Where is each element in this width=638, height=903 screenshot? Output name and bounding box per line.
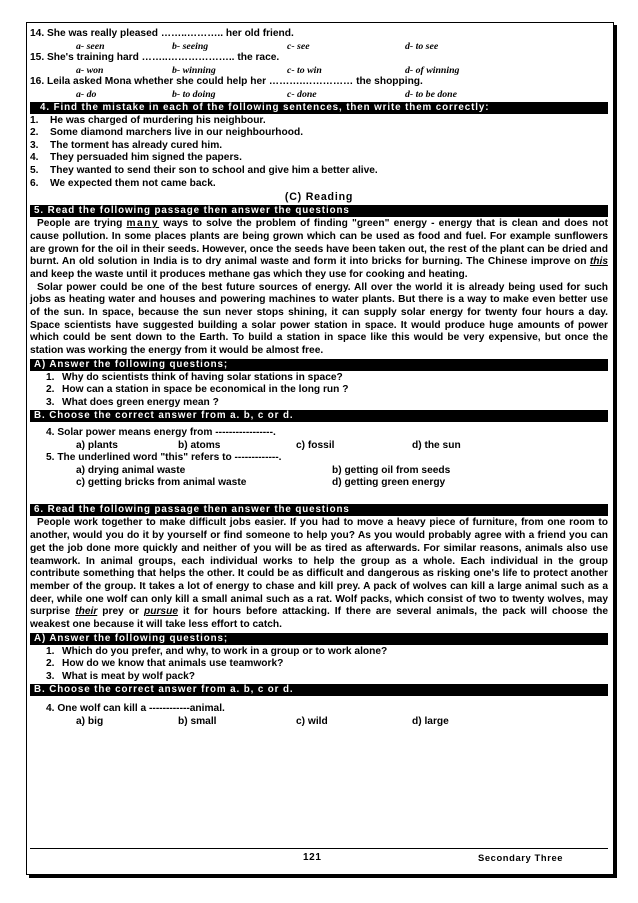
reading-title: (C) Reading [284,191,354,204]
list-item: 2. Some diamond marchers live in our neighbourhood. [30,127,304,139]
option: d- to see [405,40,439,52]
passage-5-q5-options-row1 [30,465,608,477]
passage-5-questions-a [30,372,608,409]
passage-5-q4: 4. Solar power means energy from -----------------. [46,427,276,439]
option: c) wild [296,715,328,727]
passage-5-questions-b-header: B. Choose the correct answer from a. b, c or d. [30,410,608,422]
passage-6-questions-a-header: A) Answer the following questions; [30,633,608,645]
question-item: 2. How can a station in space be economical in the long run ? [46,384,349,396]
option: a) big [76,715,104,727]
question-item: 1. Which do you prefer, and why, to work in a group or to work alone? [46,645,388,657]
option: b) small [178,715,217,727]
option: a- do [76,88,97,100]
passage-6-questions-a [30,646,608,683]
option: a- won [76,64,104,76]
option: a- seen [76,40,105,52]
passage-5-q4-options [30,440,608,452]
passage-5-questions-a-header: A) Answer the following questions; [30,359,608,371]
mcq-16-stem: 16. Leila asked Mona whether she could help her ……….…………… the shopping. [30,76,423,88]
option: c) getting bricks from animal waste [76,477,247,489]
passage-6-paragraph: People work together to make difficult jobs easier. If you had to move a heavy piece of furniture, from one room to another, would you do it by yourself or find someone to help you? As you would probably agree with a friend you can get the job done more quickly and neither of you will be as tired as afterwards. For similar reasons, animals also use teamwork. In animal groups, each individual works to help the group as a whole. Each individual in the group contribute something that helps the other. It could be as difficult and dangerous as risking one's life to protect another member of the group. It takes a lot of energy to chase and kill prey. A pack of wolves can kill a large animal such as a deer, while one wolf can only kill a small animal such as a rat. Wolf packs, which consist of two to twenty wolves, may surprise their prey or pursue it for hours before attacking. If there are several animals, the pack will choose the weakest one because it will take less effort to catch. [30,517,608,631]
page-number: 121 [303,852,322,863]
option: c- to win [287,64,322,76]
question-item: 2. How do we know that animals use teamwork? [46,658,284,670]
option: d) large [412,715,449,727]
passage-5-paragraph-1: People are trying many ways to solve the problem of finding "green" energy - energy that is clean and does not cause pollution. In some places plants are being grown which can be used as food and fuel. For example sunflowers are grown for the oil in their seeds. However, once the seeds have been taken out, the rest of the plant can be dried and burnt. An old solution in India is to dry animal waste and form it into bricks for burning. The Chinese improve on this and keep the waste until it produces methane gas which they use for cooking and heating. [30,218,608,280]
passage-6-header: 6. Read the following passage then answer the questions [30,504,608,516]
option: c- done [287,88,317,100]
passage-5-header: 5. Read the following passage then answer the questions [30,205,608,217]
mcq-14-options [30,41,608,53]
option: c) fossil [296,439,335,451]
section-4-header: 4. Find the mistake in each of the following sentences, then write them correctly: [30,102,608,114]
mcq-15-options [30,65,608,77]
question-item: 1. Why do scientists think of having solar stations in space? [46,371,343,383]
list-item: 6. We expected them not came back. [30,177,216,189]
option: d) the sun [412,439,461,451]
option: a) drying animal waste [76,464,186,476]
list-item: 4. They persuaded him signed the papers. [30,152,242,164]
list-item: 3. The torment has already cured him. [30,139,223,151]
option: b) atoms [178,439,221,451]
list-item: 1. He was charged of murdering his neighbour. [30,114,266,126]
list-item: 5. They wanted to send their son to school and give him a better alive. [30,164,378,176]
mcq-15-stem: 15. She's training hard ……..……………….. the race. [30,52,280,64]
footer-label: Secondary Three [478,852,564,863]
passage-5-q5: 5. The underlined word "this" refers to -------------. [46,452,282,464]
passage-6-questions-b-header: B. Choose the correct answer from a. b, c or d. [30,684,608,696]
mcq-14-stem: 14. She was really pleased ……..……….. her old friend. [30,28,294,39]
option: b) getting oil from seeds [332,464,451,476]
page-content [30,28,608,728]
footer-divider [30,848,608,849]
mistake-list [30,115,608,191]
option: b- seeing [172,40,209,52]
passage-5-q5-options-row2 [30,477,608,489]
option: b- winning [172,64,216,76]
option: a) plants [76,439,118,451]
option: c- see [287,40,310,52]
option: d- to be done [405,88,457,100]
option: b- to doing [172,88,216,100]
option: d- of winning [405,64,460,76]
mcq-16-options [30,89,608,101]
question-item: 3. What is meat by wolf pack? [46,670,196,682]
passage-6-q4: 4. One wolf can kill a ------------animal. [46,703,225,715]
passage-6-q4-options [30,716,608,728]
passage-5-paragraph-2: Solar power could be one of the best future sources of energy. All over the world it is already being used for such jobs as heating water and houses and powering machines to water plants. But there is a way to make even better use of the sun. In space, because the sun never stops shining, it can supply solar energy for twenty four hours a day. Space scientists have suggested building a solar power station in space. It would produce huge amounts of power which could be sent down to the Earth. To build a station in space like this would be very expensive, but once the station was working the energy from it would be almost free. [30,281,608,357]
question-item: 3. What does green energy mean ? [46,396,219,408]
option: d) getting green energy [332,477,446,489]
